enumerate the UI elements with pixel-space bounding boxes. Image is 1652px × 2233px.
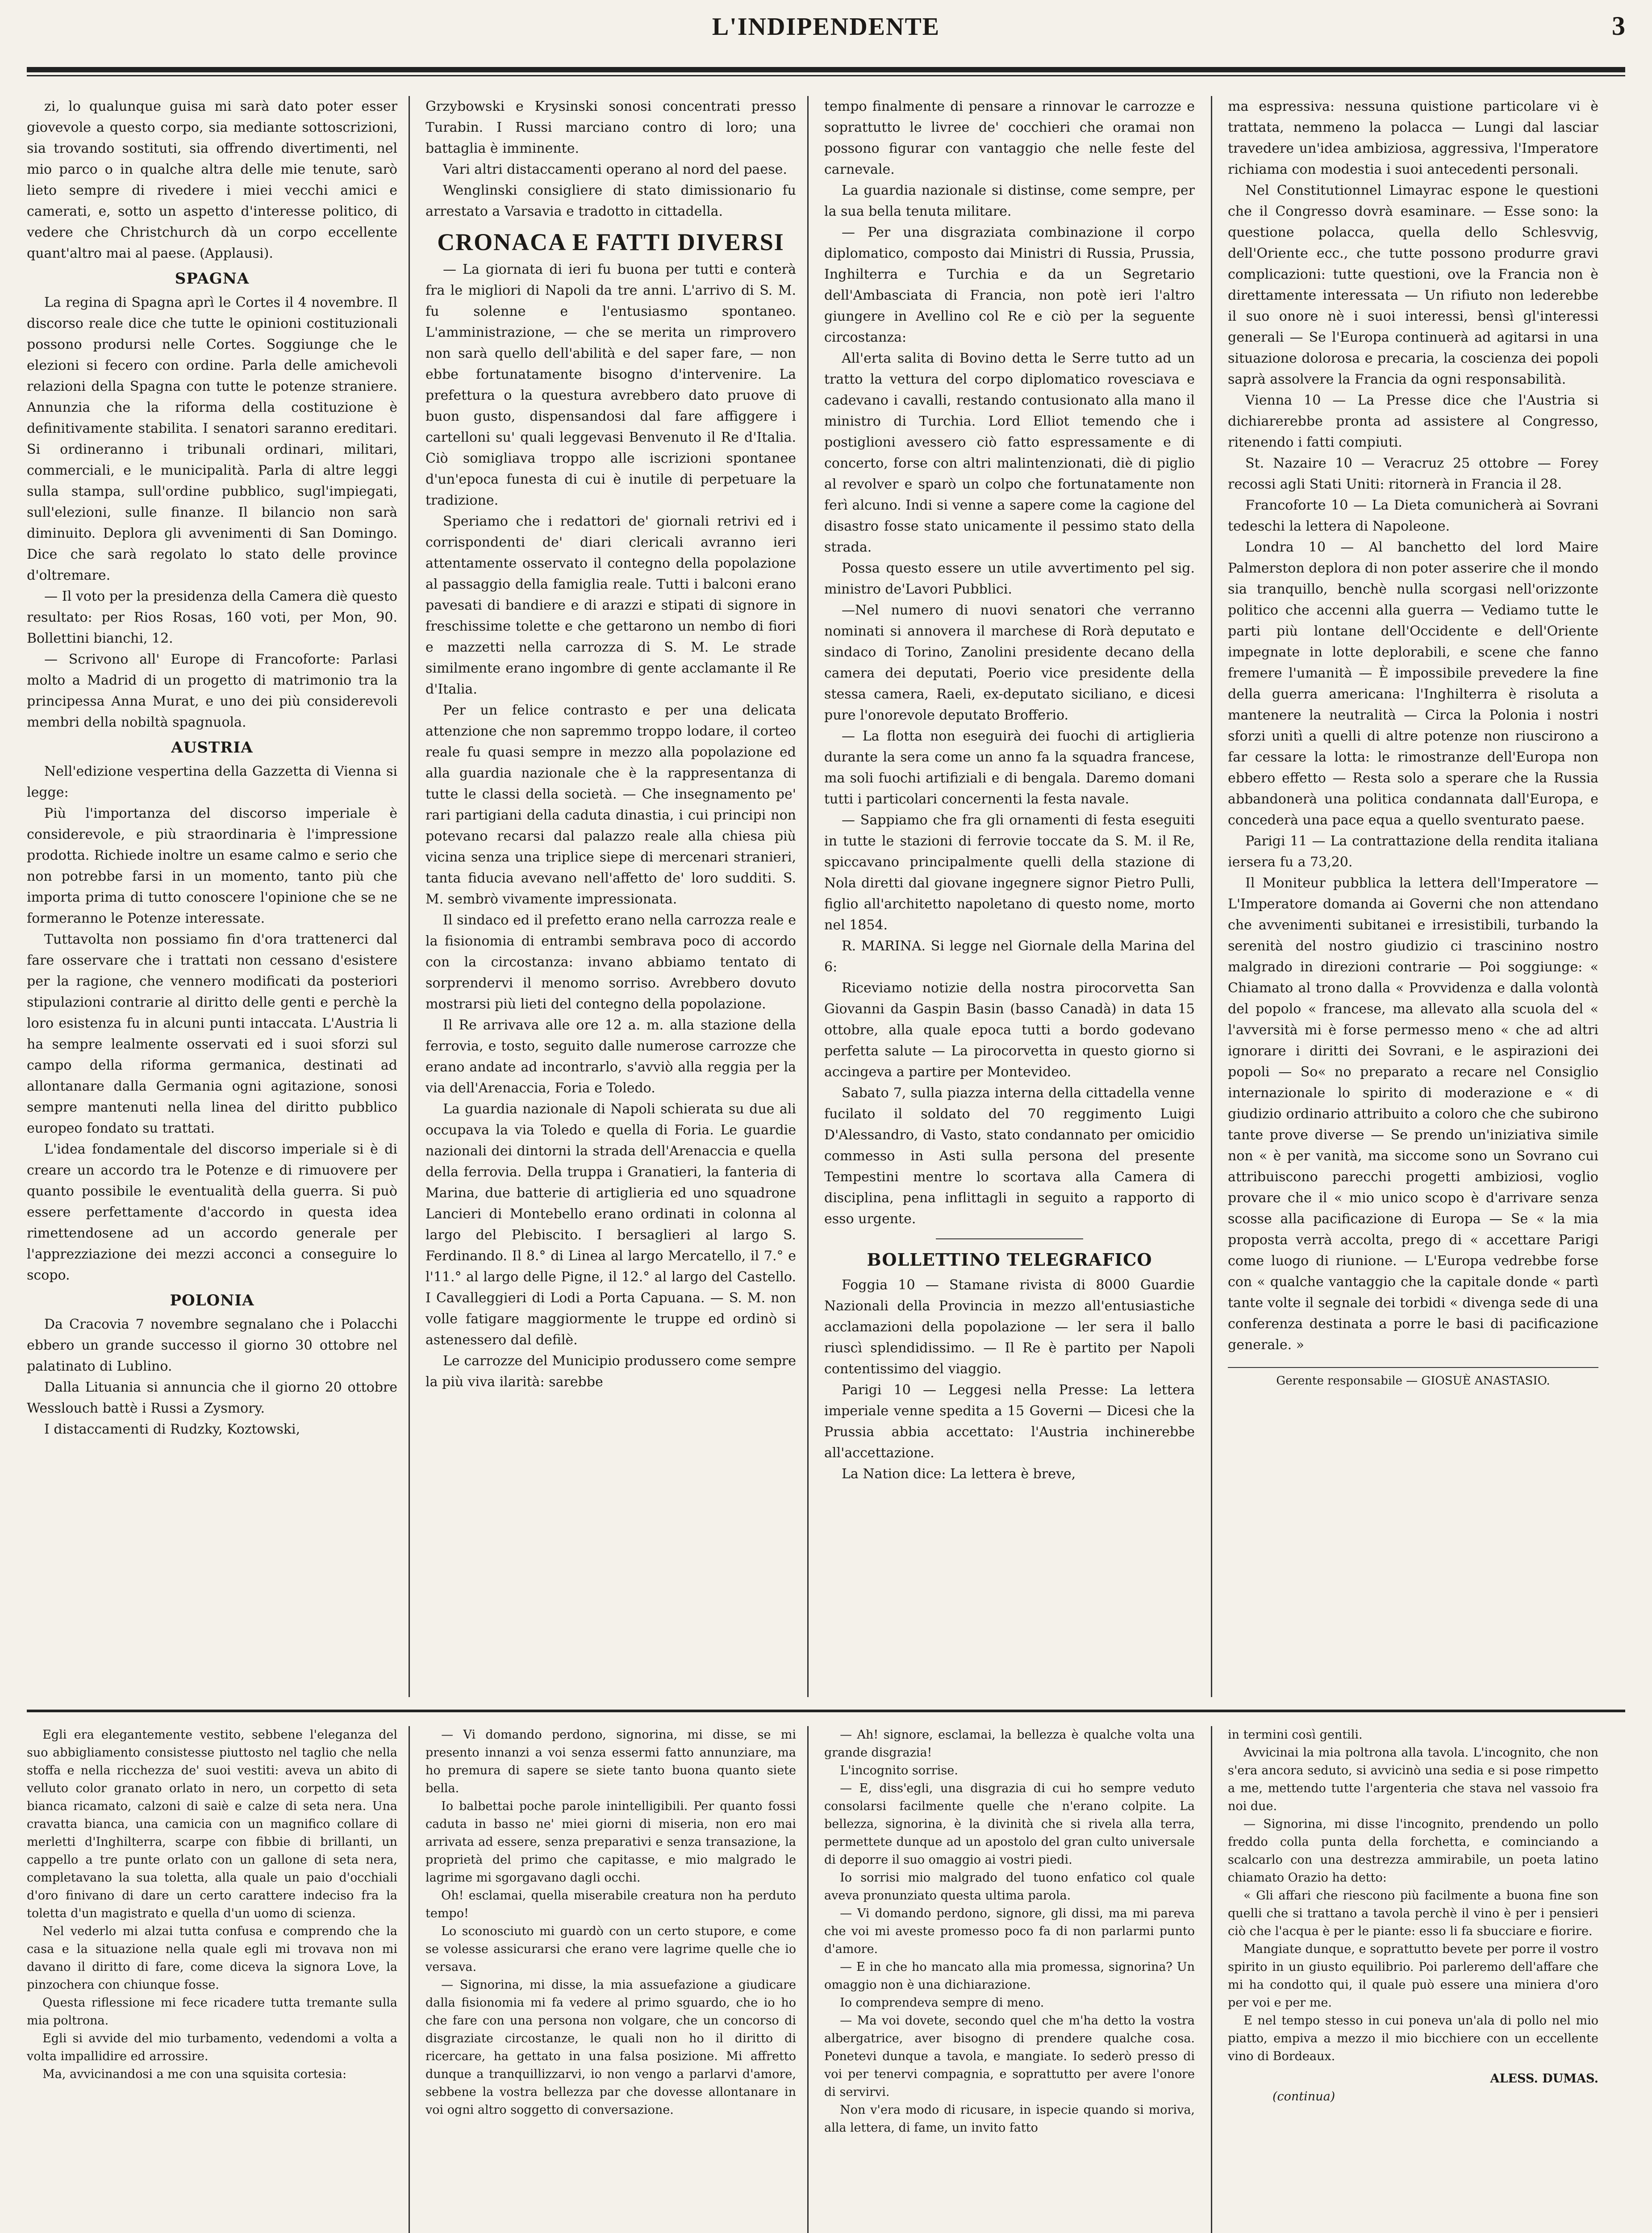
paragraph: La guardia nazionale di Napoli schierata su due ali occupava la via Toledo e quella di Foria. Le guardie nazionali dei dintorni la strada dell'Arenaccia e quella della ferrovia. Della truppa i Granatieri, la fanteria di Marina, due batterie di artiglieria ed uno squadrone Lancieri di Montebello erano ordinati in colonna al largo del Plebiscito. I bersaglieri al largo S. Ferdinando. Il 8.° di Linea al largo Mercatello, il 7.° e l'11.° al largo delle Pigne, il 12.° al largo del Castello. I Cavalleggieri di Lodi a Porta Capuana. — S. M. non volle fatigare maggiormente le truppe ed ordinò si astenessero dal defilè. <box>426 1101 796 1348</box>
paragraph: Io balbettai poche parole inintelligibili. Per quanto fossi caduta in basso ne' miei giorni di miseria, non ero mai arrivata ad essere, senza preparativi e senza transazione, la proprietà del primo che capitasse, e mio malgrado le lagrime mi sgorgavano dagli occhi. <box>426 1799 796 1885</box>
paragraph: Nel vederlo mi alzai tutta confusa e comprendo che la casa e la situazione nella quale egli mi trovava non mi davano il diritto di fare, come diceva la signora Love, la pinzochera con chiunque fosse. <box>27 1924 397 1992</box>
column-divider <box>1211 1726 1212 2233</box>
paragraph: L'idea fondamentale del discorso imperiale si è di creare un accordo tra le Potenze e di rimuovere per quanto possibile le eventualità della guerra. Si può essere perfettamente d'accordo in questa idea rimettendosene ad un accordo generale per l'apprezziazione dei mezzi acconci a conseguire lo scopo. <box>27 1142 397 1283</box>
author-signature: ALESS. DUMAS. <box>1490 2072 1598 2086</box>
paragraph: Tuttavolta non possiamo fin d'ora trattenerci dal fare osservare che i trattati non cessano d'esistere per la ragione, che vennero modificati da posteriori stipulazioni contrarie al diritto delle genti e perchè la loro esistenza fu in alcuni punti intaccata. L'Austria li ha sempre lealmente osservati ed i suoi sforzi sul campo della riforma germanica, destinati ad allontanare dalla Germania ogni agitazione, sonosi sempre mantenuti nella linea del diritto pubblico europeo fondato su trattati. <box>27 932 397 1136</box>
paragraph: Sabato 7, sulla piazza interna della cittadella venne fucilato il soldato del 70 reggimento Luigi D'Alessandro, di Vasto, stato condannato per omicidio commesso in Asti sulla persona del presente Tempestini mentre lo scortava alla Camera di disciplina, pena inflittagli in seguito a rapporto di esso urgente. <box>824 1085 1195 1227</box>
paragraph: Le carrozze del Municipio produssero come sempre la più viva ilarità: sarebbe <box>426 1353 796 1390</box>
paragraph: zi, lo qualunque guisa mi sarà dato poter esser giovevole a questo corpo, sia mediante sottoscrizioni, sia trovando sostituti, sia offrendo divertimenti, nel mio parco o in qualche altra delle mie tenute, sarò lieto sempre di rivedere i miei vecchi amici e camerati, e, sotto un aspetto d'interesse politico, di vedere che Christchurch dà un corpo eccellente quant'altro mai al paese. (Applausi). <box>27 99 397 261</box>
paragraph: E nel tempo stesso in cui poneva un'ala di pollo nel mio piatto, empiva a mezzo il mio bicchiere con un eccellente vino di Bordeaux. <box>1228 2014 1598 2063</box>
masthead-rule-thin <box>27 75 1625 76</box>
paragraph: Da Cracovia 7 novembre segnalano che i Polacchi ebbero un grande successo il giorno 30 ottobre nel palatinato di Lublino. <box>27 1317 397 1374</box>
masthead-rule-thick <box>27 67 1625 72</box>
paragraph: L'incognito sorrise. <box>840 1764 958 1777</box>
paragraph: Io sorrisi mio malgrado del tuono enfatico col quale aveva pronunziato questa ultima parola. <box>824 1871 1195 1903</box>
paragraph: — Sappiamo che fra gli ornamenti di festa eseguiti in tutte le stazioni di ferrovie toccate da S. M. il Re, spiccavano principalmente quelli della stazione di Nola diretti dal giovane ingegnere signor Pietro Pulli, figlio all'architetto napoletano di questo nome, morto nel 1854. <box>824 812 1195 933</box>
paragraph: — Signorina, mi disse, la mia assuefazione a giudicare dalla fisionomia mi fa vedere al primo sguardo, che io ho che fare con una persona non volgare, che un concorso di disgraziate circostanze, le quali non ho il diritto di ricercare, ha gettato in una falsa posizione. Mi affretto dunque a tranquillizzarvi, io non vengo a parlarvi d'amore, sebbene la vostra bellezza par che dovesse allontanare in voi ogni altro soggetto di conversazione. <box>426 1978 796 2117</box>
column-1 <box>27 96 397 1697</box>
paragraph: La regina di Spagna aprì le Cortes il 4 novembre. Il discorso reale dice che tutte le opinioni costituzionali possono prodursi nelle Cortes. Soggiunge che le elezioni si fecero con ordine. Parla delle amichevoli relazioni della Spagna con tutte le potenze straniere. Annunzia che la riforma della costituzione è definitivamente stabilita. I senatori saranno ereditari. Si ordineranno i tribunali ordinari, militari, commerciali, e le municipalità. Parla di altre leggi sulla stampa, sull'ordine pubblico, sugl'impiegati, sull'elezioni, sulle finanze. Il bilancio non sarà diminuito. Deplora gli avvenimenti di San Domingo. Dice che sarà regolato lo stato delle province d'oltremare. <box>27 295 397 583</box>
column-2 <box>426 96 796 1697</box>
paragraph: Foggia 10 — Stamane rivista di 8000 Guardie Nazionali della Provincia in mezzo all'entusiastiche acclamazioni della popolazione — ler sera il ballo riuscì splendidissimo. — Il Re è partito per Napoli contentissimo del viaggio. <box>824 1277 1195 1377</box>
paragraph: — Ah! signore, esclamai, la bellezza è qualche volta una grande disgrazia! <box>824 1728 1195 1760</box>
paragraph: ma espressiva: nessuna quistione particolare vi è trattata, nemmeno la polacca — Lungi dal lasciar travedere un'idea ambiziosa, aggressiva, l'Imperatore richiama con modestia i suoi antecedenti personali. <box>1228 99 1598 177</box>
paragraph: Il Re arrivava alle ore 12 a. m. alla stazione della ferrovia, e tosto, seguito dalle numerose carrozze che erano andate ad incontrarlo, s'avviò alla reggia per la via dell'Arenaccia, Foria e Toledo. <box>426 1017 796 1096</box>
continua-note: (continua) <box>1272 2090 1335 2103</box>
paragraph: Questa riflessione mi fece ricadere tutta tremante sulla mia poltrona. <box>27 1996 397 2028</box>
paragraph: St. Nazaire 10 — Veracruz 25 ottobre — Forey recossi agli Stati Uniti: ritornerà in Francia il 28. <box>1228 456 1598 492</box>
paragraph: Parigi 10 — Leggesi nella Presse: La lettera imperiale venne spedita a 15 Governi — Dicesi che la Prussia abbia accettato: l'Austria inchinerebbe all'accettazione. <box>824 1382 1195 1461</box>
telegraph-heading: BOLLETTINO TELEGRAFICO <box>867 1250 1152 1270</box>
paragraph: Egli si avvide del mio turbamento, vedendomi a volta a volta impallidire ed arrossire. <box>27 2032 397 2063</box>
separator-rule <box>936 1238 1083 1239</box>
paragraph: — Il voto per la presidenza della Camera diè questo resultato: per Rios Rosas, 160 voti, per Mon, 90. Bollettini bianchi, 12. <box>27 589 397 646</box>
paragraph: — Per una disgraziata combinazione il corpo diplomatico, composto dai Ministri di Russia, Prussia, Inghilterra e Turchia e da un Segretario dell'Ambasciata di Francia, non potè ieri l'altro giungere in Avellino col Re e ciò per la seguente circostanza: <box>824 225 1195 345</box>
column-divider <box>1211 96 1212 1697</box>
paragraph: « Gli affari che riescono più facilmente a buona fine son quelli che si trattano a tavola perchè il vino è per i pensieri ciò che l'acqua è per le piante: esso li fa sbucciare e fiorire. <box>1228 1889 1598 1938</box>
paragraph: Ma, avvicinandosi a me con una squisita cortesia: <box>42 2067 347 2081</box>
paragraph: Più l'importanza del discorso imperiale è considerevole, e più straordinaria è l'impressione prodotta. Richiede inoltre un esame calmo e serio che non potrebbe farsi in un momento, tanto più che importa prima di tutto conoscere l'opinione che se ne formeranno le Potenze interessate. <box>27 806 397 926</box>
paragraph: in termini così gentili. <box>1228 1728 1363 1742</box>
feuilleton-column-2 <box>426 1726 796 2233</box>
paragraph: Vienna 10 — La Presse dice che l'Austria si dichiarerebbe pronta ad assistere al Congresso, ritenendo i fatti compiuti. <box>1228 393 1598 450</box>
paragraph: Londra 10 — Al banchetto del lord Maire Palmerston deplora di non poter asserire che il mondo sia tranquillo, benchè nulla scorgasi nell'orizzonte politico che accenni alla guerra — Vediamo tutte le parti più lontane dell'Occidente e dell'Oriente impegnate in lotte deplorabili, e scene che fanno fremere l'umanità — È impossibile prevedere la fine della guerra americana: l'Inghilterra è risoluta a mantenere la neutralità — Circa la Polonia i nostri sforzi unitì a quelli di altre potenze non riuscirono a far cessare la lotta: le rimostranze dell'Europa non ebbero effetto — Resta solo a sperare che la Russia abbandonerà una politica condannata dall'Europa, e concederà una pace equa a quello sventurato paese. <box>1228 539 1598 828</box>
page-number: 3 <box>1612 11 1625 41</box>
paragraph: Riceviamo notizie della nostra pirocorvetta San Giovanni da Gaspin Basin (basso Canadà) in data 15 ottobre, alla quale epoca tutti a bordo godevano perfetta salute — La pirocorvetta in questo giorno si accingeva a partire per Montevideo. <box>824 980 1195 1080</box>
paragraph: Francoforte 10 — La Dieta comunicherà ai Sovrani tedeschi la lettera di Napoleone. <box>1228 498 1598 534</box>
chronicle-heading: CRONACA E FATTI DIVERSI <box>437 229 784 255</box>
paragraph: — Scrivono all' Europe di Francoforte: Parlasi molto a Madrid di un progetto di matrimonio tra la principessa Anna Murat, e uno dei più considerevoli membri della nobiltà spagnuola. <box>27 652 397 730</box>
separator-rule <box>1228 1367 1598 1368</box>
feuilleton-column-1 <box>27 1726 397 2233</box>
paragraph: — E in che ho mancato alla mia promessa, signorina? Un omaggio non è una dichiarazione. <box>824 1960 1195 1992</box>
news-section <box>27 96 1625 1697</box>
paragraph: La Nation dice: La lettera è breve, <box>842 1466 1076 1482</box>
column-divider <box>409 96 410 1697</box>
section-heading: SPAGNA <box>175 270 250 288</box>
paragraph: Il Moniteur pubblica la lettera dell'Imperatore — L'Imperatore domanda ai Governi che non attendano che avvenimenti subitanei e irresistibili, turbando la serenità del nostro giudizio ci trascinino nostro malgrado in direzioni contrarie — Poi soggiunge: « Chiamato al trono dalla « Provvidenza e dalla volontà del popolo « francese, ma allevato alla scuola del « l'avversità mi è forse permesso meno « che ad altri ignorare i diritti dei Sovrani, e le aspirazioni dei popoli — So« no preparato a recare nel Consiglio internazionale lo spirito di moderazione e « di giudizio ordinario attribuito a coloro che che subirono tante prove diverse — Se prendo un'iniziativa simile non « è per vanità, ma siccome sono un Sovrano cui attribuiscono parecchi progetti ambiziosi, voglio provare che il « mio unico scopo è d'arrivare senza scosse alla pacificazione di Europa — Se « la mia proposta verrà accolta, prego di « accettare Parigi come luogo di riunione. — L'Europa vedrebbe forse con « qualche vantaggio che la capitale donde « partì tante volte il segnale dei torbidi « divenga sede di una conferenza destinata a porre le basi di pacificazione generale. » <box>1228 875 1598 1353</box>
paragraph: — Ma voi dovete, secondo quel che m'ha detto la vostra albergatrice, aver bisogno di prendere qualche cosa. Ponetevi dunque a tavola, e mangiate. Io sederò presso di voi per tenervi compagnia, e soprattutto per avere l'onore di servirvi. <box>824 2014 1195 2099</box>
paragraph: I distaccamenti di Rudzky, Koztowski, <box>44 1422 300 1437</box>
column-divider <box>807 96 809 1697</box>
paragraph: — La flotta non eseguirà dei fuochi di artiglieria durante la sera come un anno fa la squadra francese, ma soli fuochi artifiziali e di bengala. Daremo domani tutti i particolari concernenti la festa navale. <box>824 728 1195 807</box>
feuilleton-column-3 <box>824 1726 1195 2233</box>
paragraph: Io comprendeva sempre di meno. <box>840 1996 1044 2010</box>
paragraph: Nell'edizione vespertina della Gazzetta di Vienna si legge: <box>27 764 397 800</box>
paragraph: Parigi 11 — La contrattazione della rendita italiana iersera fu a 73,20. <box>1228 833 1598 870</box>
paragraph: All'erta salita di Bovino detta le Serre tutto ad un tratto la vettura del corpo diplomatico rovesciava e cadevano i cavalli, restando contusionato alla mano il ministro di Turchia. Lord Elliot temendo che i postiglioni avessero ciò fatto espressamente e di concerto, forse con altri malintenzionati, diè di piglio al revolver e sparò un colpo che fortunatamente non ferì alcuno. Indi si venne a sapere come la cagione del disastro fosse stato unicamente il pessimo stato della strada. <box>824 351 1195 555</box>
paragraph: Egli era elegantemente vestito, sebbene l'eleganza del suo abbigliamento consistesse piuttosto nel taglio che nella stoffa e nella ricchezza de' suoi vestiti: aveva un abito di velluto color granato orlato in nero, un corpetto di seta bianca ricamato, calzoni di saiè e calze di seta nera. Una cravatta bianca, una camicia con un magnifico collare di merletti d'Inghilterra, scarpe con fibbie di brillanti, un cappello a tre punte orlato con un gallone di seta nera, completavano la sua toletta, alla quale un paio d'occhiali d'oro finivano di dare un certo carattere indeciso fra la toletta d'un magistrato e quella d'un uomo di scienza. <box>27 1728 397 1920</box>
paragraph: Possa questo essere un utile avvertimento pel sig. ministro de'Lavori Pubblici. <box>824 560 1195 597</box>
paragraph: —Nel numero di nuovi senatori che verranno nominati si annovera il marchese di Rorà deputato e sindaco di Torino, Zanolini presidente decano della camera dei deputati, Poerio vice presidente della stessa camera, Raeli, ex-deputato siciliano, e dicesi pure l'onorevole deputato Brofferio. <box>824 602 1195 723</box>
feuilleton-rule <box>27 1710 1625 1712</box>
paragraph: Avvicinai la mia poltrona alla tavola. L'incognito, che non s'era ancora seduto, si avvicinò una sedia e si pose rimpetto a me, mettendo tutte l'argenteria che stava nel vassoio fra noi due. <box>1228 1746 1598 1813</box>
paragraph: — Vi domando perdono, signorina, mi disse, se mi presento innanzi a voi senza essermi fatto annunziare, ma ho premura di sapere se siete tanto buona quanto siete bella. <box>426 1728 796 1795</box>
paragraph: Per un felice contrasto e per una delicata attenzione che non sapremmo troppo lodare, il corteo reale fu quasi sempre in mezzo alla popolazione ed alla guardia nazionale che è la rappresentanza di tutte le classi della società. — Che insegnamento pe' rari partigiani della caduta dinastia, i cui principi non potevano recarsi dal palazzo reale alla chiesa più vicina senza una triplice siepe di mercenari stranieri, tanta fiducia avevano nell'affetto de' loro sudditi. S. M. sembrò vivamente impressionata. <box>426 703 796 907</box>
paragraph: Wenglinski consigliere di stato dimissionario fu arrestato a Varsavia e tradotto in cittadella. <box>426 183 796 219</box>
paragraph: La guardia nazionale si distinse, come sempre, per la sua bella tenuta militare. <box>824 183 1195 219</box>
paragraph: Grzybowski e Krysinski sonosi concentrati presso Turabin. I Russi marciano contro di loro; una battaglia è imminente. <box>426 99 796 156</box>
paragraph: R. MARINA. Si legge nel Giornale della Marina del 6: <box>824 938 1195 975</box>
paragraph: Lo sconosciuto mi guardò con un certo stupore, e come se volesse assicurarsi che erano vere lagrime quelle che io versava. <box>426 1924 796 1974</box>
paragraph: Mangiate dunque, e soprattutto bevete per porre il vostro spirito in un giusto equilibrio. Poi parleremo dell'affare che mi ha condotto qui, il quale può essere una miniera d'oro per voi e per me. <box>1228 1942 1598 2010</box>
paragraph: Vari altri distaccamenti operano al nord del paese. <box>443 162 787 177</box>
column-4 <box>1228 96 1598 1697</box>
paragraph: Il sindaco ed il prefetto erano nella carrozza reale e la fisionomia di entrambi sembrava poco di accordo con la circostanza: invano abbiamo tentato di sorprendervi il menomo sorriso. Avrebbero dovuto mostrarsi più lieti del contegno della popolazione. <box>426 912 796 1012</box>
feuilleton-column-4 <box>1228 1726 1598 2233</box>
paragraph: Dalla Lituania si annuncia che il giorno 20 ottobre Wesslouch battè i Russi a Zysmory. <box>27 1380 397 1416</box>
masthead <box>27 0 1625 67</box>
paragraph: Oh! esclamai, quella miserabile creatura non ha perduto tempo! <box>426 1889 796 1920</box>
section-heading: AUSTRIA <box>171 739 253 757</box>
paragraph: — La giornata di ieri fu buona per tutti e conterà fra le migliori di Napoli da tre anni. L'arrivo di S. M. fu solenne e l'entusiasmo spontaneo. L'amministrazione, — che se merita un rimprovero non sarà quello dell'abilità e del saper fare, — non ebbe fortunatamente bisogno d'intervenire. La prefettura o la questura avrebbero dato pruove di buon gusto, dispensandosi dal fare affiggere i cartelloni su' quali leggevasi Benvenuto il Re d'Italia. Ciò somigliava troppo alle iscrizioni spontanee d'un'epoca funesta di cui è inutile di perpetuare la tradizione. <box>426 262 796 508</box>
responsible-editor: Gerente responsabile — GIOSUÈ ANASTASIO. <box>1276 1374 1550 1388</box>
paragraph: — E, diss'egli, una disgrazia di cui ho sempre veduto consolarsi facilmente quelle che n'erano colpite. La bellezza, signorina, è la divinità che si rivela alla terra, permettete dunque ad un apostolo del gran culto universale di deporre il suo omaggio ai vostri piedi. <box>824 1781 1195 1867</box>
paragraph: Non v'era modo di ricusare, in ispecie quando si moriva, alla lettera, di fame, un invito fatto <box>824 2103 1195 2135</box>
column-divider <box>409 1726 410 2233</box>
paragraph: — Signorina, mi disse l'incognito, prendendo un pollo freddo colla punta della forchetta, e cominciando a scalcarlo con una destrezza ammirabile, un poeta latino chiamato Orazio ha detto: <box>1228 1817 1598 1885</box>
feuilleton-section <box>27 1726 1625 2233</box>
column-3 <box>824 96 1195 1697</box>
paragraph: Speriamo che i redattori de' giornali retrivi ed i corrispondenti de' diari clericali avranno ieri attentamente osservato il contegno della popolazione al passaggio della famiglia reale. Tutti i balconi erano pavesati di bandiere e di arazzi e stipati di signore in freschissime tolette e che gettarono un nembo di fiori e mazzetti nella carrozza di S. M. Le strade similmente erano ingombre di gente acclamante il Re d'Italia. <box>426 514 796 697</box>
newspaper-title: L'INDIPENDENTE <box>712 13 940 41</box>
column-divider <box>807 1726 809 2233</box>
section-heading: POLONIA <box>170 1292 254 1309</box>
paragraph: — Vi domando perdono, signore, gli dissi, ma mi pareva che voi mi aveste promesso poco fa di non parlarmi punto d'amore. <box>824 1907 1195 1956</box>
paragraph: tempo finalmente di pensare a rinnovar le carrozze e soprattutto le livree de' cocchieri che oramai non possono figurar con vantaggio che nelle feste del carnevale. <box>824 99 1195 177</box>
paragraph: Nel Constitutionnel Limayrac espone le questioni che il Congresso dovrà esaminare. — Esse sono: la questione polacca, quella dello Schlesvvig, dell'Oriente ecc., che tutte possono produrre gravi complicazioni: tutte questioni, ove la Francia non è direttamente interessata — Un rifiuto non lederebbe il suo onore nè i suoi interessi, bensì gl'interessi generali — Se l'Europa continuerà ad agitarsi in una situazione dolorosa e precaria, la coscienza dei popoli saprà assolvere la Francia da ogni responsabilità. <box>1228 183 1598 387</box>
